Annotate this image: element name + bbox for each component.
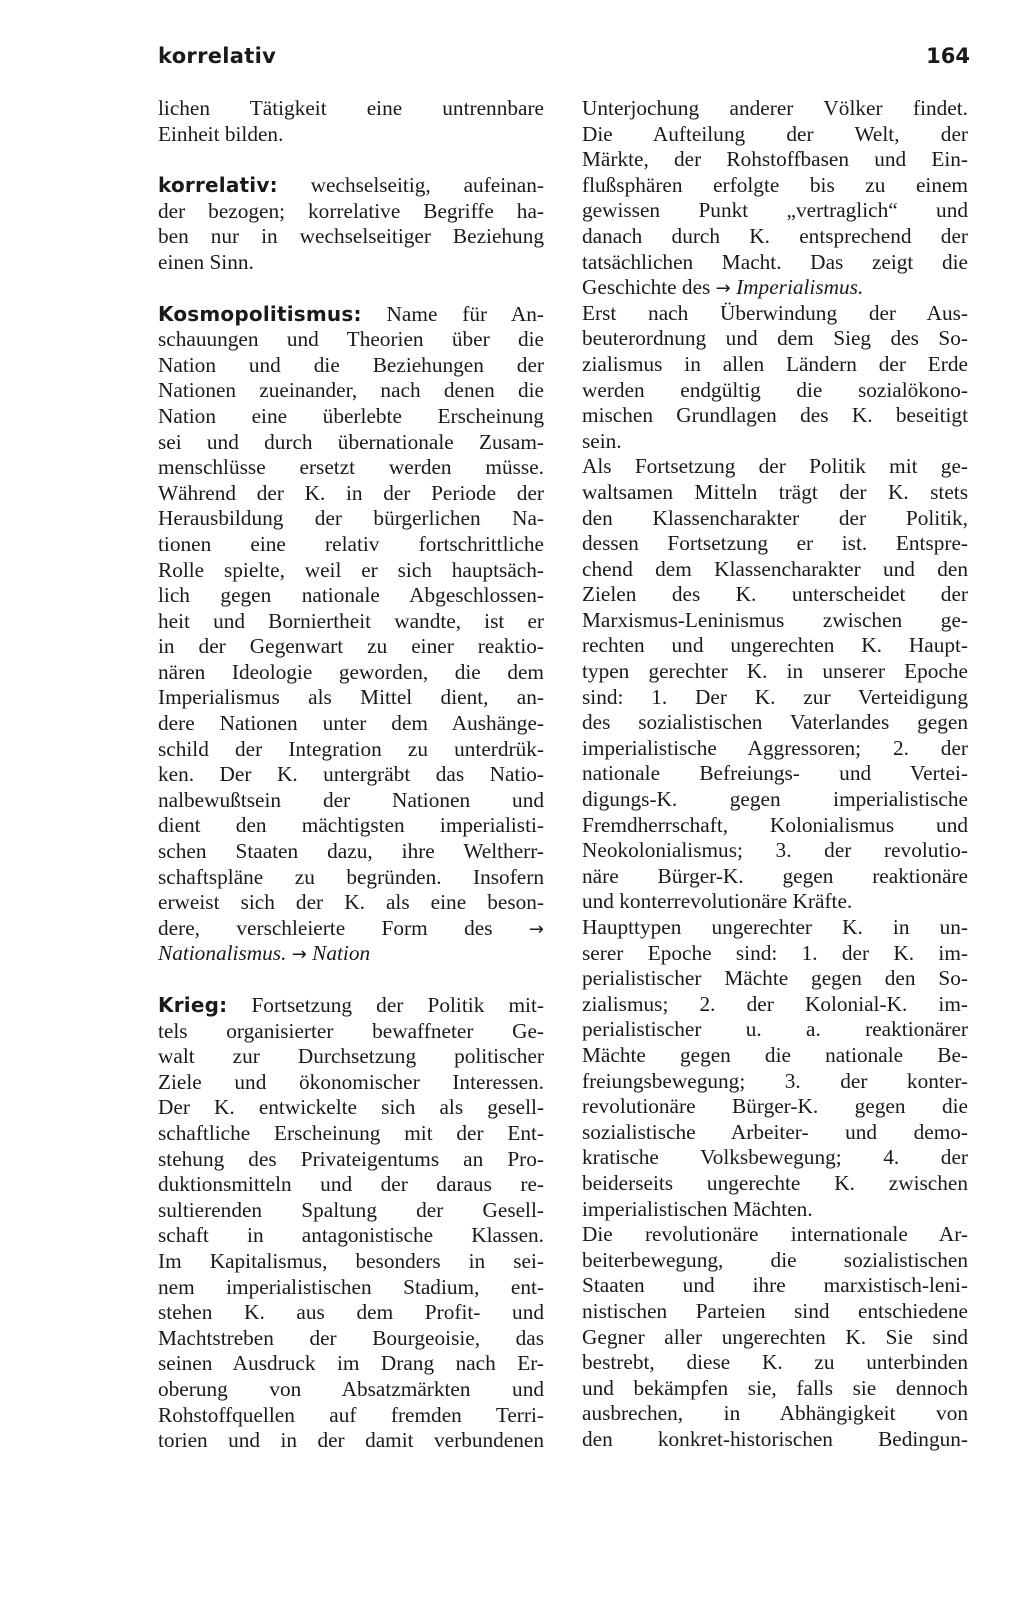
text-line: den Klassencharakter der Politik, bbox=[582, 505, 968, 530]
text-line: der bezogen; korrelative Begriffe ha- bbox=[158, 198, 544, 223]
text-line: schaft in antagonistische Klassen. bbox=[158, 1223, 544, 1248]
text-line: dere, verschleierte Form des → bbox=[158, 915, 544, 940]
text-line: Staaten und ihre marxistisch-leni- bbox=[582, 1273, 968, 1298]
text-line: Einheit bilden. bbox=[158, 121, 284, 146]
text-line: Fremdherrschaft, Kolonialismus und bbox=[582, 812, 968, 837]
left-column bbox=[158, 96, 544, 1454]
text-line: Neokolonialismus; 3. der revolutio- bbox=[582, 838, 968, 863]
text-line: erweist sich der K. als eine beson- bbox=[158, 890, 544, 915]
text-line: zialismus in allen Ländern der Erde bbox=[582, 351, 968, 376]
text-line: rechten und ungerechten K. Haupt- bbox=[582, 633, 968, 658]
text-line: sozialistische Arbeiter- und demo- bbox=[582, 1119, 968, 1144]
right-column bbox=[582, 96, 968, 1452]
text-line: Herausbildung der bürgerlichen Na- bbox=[158, 506, 544, 531]
cross-reference-arrow-icon: → bbox=[715, 278, 731, 300]
text-line: kratische Volksbewegung; 4. der bbox=[582, 1145, 968, 1170]
text-line: sind: 1. Der K. zur Verteidigung bbox=[582, 684, 968, 709]
text-line bbox=[158, 941, 544, 967]
text-line: sei und durch übernationale Zusam- bbox=[158, 429, 544, 454]
text-line: korrelativ: wechselseitig, aufeinan- bbox=[158, 173, 544, 198]
text-line: lichen Tätigkeit eine untrennbare bbox=[158, 96, 544, 120]
text-line: schild der Integration zu unterdrük- bbox=[158, 736, 544, 761]
text-line: ken. Der K. untergräbt das Natio- bbox=[158, 762, 544, 787]
text-line: Ziele und ökonomischer Interessen. bbox=[158, 1069, 544, 1094]
text-line: werden endgültig die sozialökono- bbox=[582, 377, 968, 402]
text-line: nationale Befreiungs- und Vertei- bbox=[582, 761, 968, 786]
text-line: ausbrechen, in Abhängigkeit von bbox=[582, 1401, 968, 1426]
text-line: dient den mächtigsten imperialisti- bbox=[158, 813, 544, 838]
text-line: tionen eine relativ fortschrittliche bbox=[158, 531, 544, 556]
text-line: danach durch K. entsprechend der bbox=[582, 223, 968, 248]
text-line: nalbewußtsein der Nationen und bbox=[158, 787, 544, 812]
text-line: bestrebt, diese K. zu unterbinden bbox=[582, 1350, 968, 1375]
text-line: des sozialistischen Vaterlandes gegen bbox=[582, 710, 968, 735]
text-line: perialistischer Mächte gegen den So- bbox=[582, 966, 968, 991]
text-line: Erst nach Überwindung der Aus- bbox=[582, 300, 968, 325]
text-line: Zielen des K. unterscheidet der bbox=[582, 582, 968, 607]
text-line: beiderseits ungerechte K. zwischen bbox=[582, 1170, 968, 1195]
entry-kosmopolitismus bbox=[158, 302, 544, 967]
text-line: chend dem Klassencharakter und den bbox=[582, 556, 968, 581]
text-line: imperialistischen Mächten. bbox=[582, 1196, 813, 1221]
running-head: korrelativ bbox=[158, 44, 277, 68]
text-line: und bekämpfen sie, falls sie dennoch bbox=[582, 1375, 968, 1400]
text-line: schaftspläne zu begründen. Insofern bbox=[158, 864, 544, 889]
page-number: 164 bbox=[926, 44, 970, 68]
text-line: gewissen Punkt „vertraglich“ und bbox=[582, 198, 968, 223]
cross-reference-link[interactable]: Nationalismus. bbox=[158, 941, 287, 966]
text-line: freiungsbewegung; 3. der konter- bbox=[582, 1068, 968, 1093]
text-line: flußsphären erfolgte bis zu einem bbox=[582, 172, 968, 197]
text-line: lich gegen nationale Abgeschlossen- bbox=[158, 583, 544, 608]
text-line: stehen K. aus dem Profit- und bbox=[158, 1300, 544, 1325]
text-line: in der Gegenwart zu einer reaktio- bbox=[158, 634, 544, 659]
text-line: perialistischer u. a. reaktionärer bbox=[582, 1017, 968, 1042]
text-line: Geschichte des → Imperialismus. bbox=[582, 275, 864, 300]
text-line: waltsamen Mitteln trägt der K. stets bbox=[582, 479, 968, 504]
text-line: Märkte, der Rohstoffbasen und Ein- bbox=[582, 147, 968, 172]
text-line: dere Nationen unter dem Aushänge- bbox=[158, 711, 544, 736]
entry-korrelativ bbox=[158, 173, 544, 275]
text-line: Rohstoffquellen auf fremden Terri- bbox=[158, 1402, 544, 1427]
text-line: stehung des Privateigentums an Pro- bbox=[158, 1146, 544, 1171]
cross-reference-link[interactable]: Nation bbox=[312, 941, 371, 966]
text-line: Unterjochung anderer Völker findet. bbox=[582, 96, 968, 120]
text-line: nären Ideologie geworden, die dem bbox=[158, 659, 544, 684]
text-line: oberung von Absatzmärkten und bbox=[158, 1376, 544, 1401]
text-line: Während der K. in der Periode der bbox=[158, 480, 544, 505]
text-line: schauungen und Theorien über die bbox=[158, 327, 544, 352]
text-line: menschlüsse ersetzt werden müsse. bbox=[158, 455, 544, 480]
text-line: nem imperialistischen Stadium, ent- bbox=[158, 1274, 544, 1299]
text-line: näre Bürger-K. gegen reaktionäre bbox=[582, 863, 968, 888]
text-line: serer Epoche sind: 1. der K. im- bbox=[582, 940, 968, 965]
text-line: torien und in der damit verbundenen bbox=[158, 1428, 544, 1453]
text-line: Marxismus-Leninismus zwischen ge- bbox=[582, 607, 968, 632]
text-line: Nation und die Beziehungen der bbox=[158, 352, 544, 377]
text-line: Imperialismus als Mittel dient, an- bbox=[158, 685, 544, 710]
text-line: Rolle spielte, weil er sich hauptsäch- bbox=[158, 557, 544, 582]
text-line: heit und Borniertheit wandte, ist er bbox=[158, 608, 544, 633]
text-line: einen Sinn. bbox=[158, 249, 254, 274]
entry-term: Kosmopolitismus: bbox=[158, 301, 362, 326]
text-line: Krieg: Fortsetzung der Politik mit- bbox=[158, 993, 544, 1017]
text-line: seinen Ausdruck im Drang nach Er- bbox=[158, 1351, 544, 1376]
text-line: Die Aufteilung der Welt, der bbox=[582, 121, 968, 146]
text-line: walt zur Durchsetzung politischer bbox=[158, 1044, 544, 1069]
cross-reference-link[interactable]: Imperialismus. bbox=[736, 275, 864, 300]
entry-krieg bbox=[158, 993, 544, 1454]
text-line: tatsächlichen Macht. Das zeigt die bbox=[582, 249, 968, 274]
text-line: Der K. entwickelte sich als gesell- bbox=[158, 1095, 544, 1120]
text-line: Gegner aller ungerechten K. Sie sind bbox=[582, 1324, 968, 1349]
text-line: dessen Fortsetzung er ist. Entspre- bbox=[582, 531, 968, 556]
text-line: Mächte gegen die nationale Be- bbox=[582, 1042, 968, 1067]
text-line: schaftliche Erscheinung mit der Ent- bbox=[158, 1120, 544, 1145]
text-line: digungs-K. gegen imperialistische bbox=[582, 787, 968, 812]
text-line: beiterbewegung, die sozialistischen bbox=[582, 1247, 968, 1272]
text-line: Als Fortsetzung der Politik mit ge- bbox=[582, 454, 968, 479]
text-line: Kosmopolitismus: Name für An- bbox=[158, 301, 544, 326]
text-line: und konterrevolutionäre Kräfte. bbox=[582, 889, 853, 914]
entry-term: Krieg: bbox=[158, 993, 228, 1017]
text-line: nistischen Parteien sind entschiedene bbox=[582, 1298, 968, 1323]
text-line: imperialistische Aggressoren; 2. der bbox=[582, 735, 968, 760]
text-line: duktionsmitteln und der daraus re- bbox=[158, 1172, 544, 1197]
text-line: sein. bbox=[582, 428, 622, 453]
text-line: ben nur in wechselseitiger Beziehung bbox=[158, 224, 544, 249]
text-line: revolutionäre Bürger-K. gegen die bbox=[582, 1094, 968, 1119]
text-line: Haupttypen ungerechter K. in un- bbox=[582, 915, 968, 939]
text-line: Im Kapitalismus, besonders in sei- bbox=[158, 1248, 544, 1273]
text-line: den konkret-historischen Bedingun- bbox=[582, 1426, 968, 1451]
text-line: Machtstreben der Bourgeoisie, das bbox=[158, 1325, 544, 1350]
cross-reference-arrow-icon: → bbox=[528, 918, 544, 940]
text-line: zialismus; 2. der Kolonial-K. im- bbox=[582, 991, 968, 1016]
cross-reference-arrow-icon: → bbox=[291, 944, 307, 966]
text-line: schen Staaten dazu, ihre Weltherr- bbox=[158, 839, 544, 864]
text-line: mischen Grundlagen des K. beseitigt bbox=[582, 403, 968, 428]
text-line: typen gerechter K. in unserer Epoche bbox=[582, 659, 968, 684]
text-line: Die revolutionäre internationale Ar- bbox=[582, 1222, 968, 1247]
entry-term: korrelativ: bbox=[158, 173, 278, 198]
text-line: Nationen zueinander, nach denen die bbox=[158, 378, 544, 403]
text-line: tels organisierter bewaffneter Ge- bbox=[158, 1018, 544, 1043]
text-line: Nation eine überlebte Erscheinung bbox=[158, 403, 544, 428]
text-line: sultierenden Spaltung der Gesell- bbox=[158, 1197, 544, 1222]
text-line: beuterordnung und dem Sieg des So- bbox=[582, 326, 968, 351]
